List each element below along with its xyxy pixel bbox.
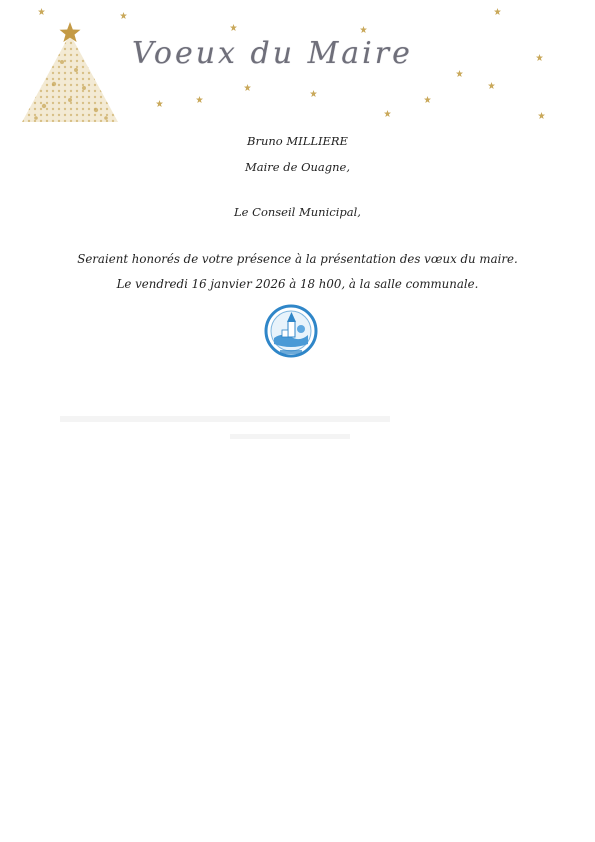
mayor-name: Bruno MILLIERE: [247, 134, 348, 148]
gold-star-icon: [538, 112, 545, 119]
gold-star-icon: [424, 96, 431, 103]
invitation-title: Voeux du Maire: [132, 36, 413, 71]
event-details: Le vendredi 16 janvier 2026 à 18 h00, à la salle communale.: [116, 277, 479, 291]
christmas-tree-icon: [14, 22, 126, 126]
gold-star-icon: [120, 12, 127, 19]
gold-star-icon: [230, 24, 237, 31]
gold-star-icon: [360, 26, 367, 33]
mayor-role: Maire de Ouagne,: [244, 160, 350, 174]
gold-star-icon: [156, 100, 163, 107]
council-line: Le Conseil Municipal,: [234, 205, 361, 219]
invitation-text: Seraient honorés de votre présence à la présentation des vœux du maire.: [77, 252, 518, 266]
gold-star-icon: [38, 8, 45, 15]
gold-star-icon: [456, 70, 463, 77]
gold-star-icon: [536, 54, 543, 61]
village-logo-icon: [264, 304, 318, 358]
gold-star-icon: [384, 110, 391, 117]
gold-star-icon: [244, 84, 251, 91]
gold-star-icon: [196, 96, 203, 103]
gold-star-icon: [494, 8, 501, 15]
gold-star-icon: [310, 90, 317, 97]
bleed-through-texture: [40, 410, 560, 450]
gold-star-icon: [488, 82, 495, 89]
